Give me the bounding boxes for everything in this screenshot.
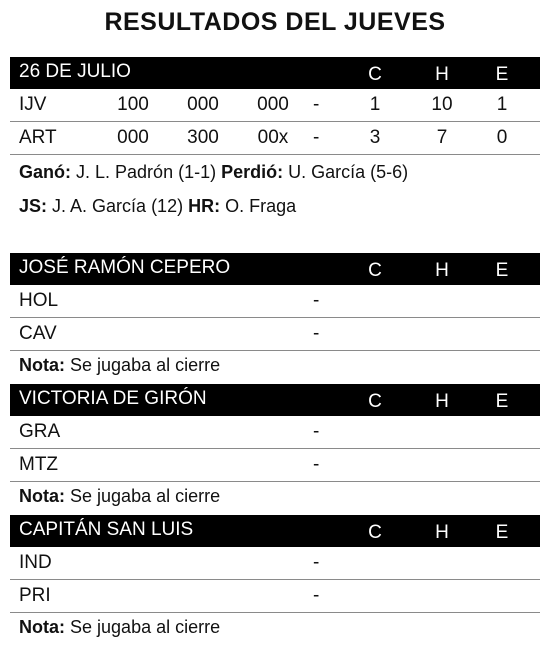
hr-hitter: O. Fraga bbox=[225, 196, 297, 216]
stadium-name: CAPITÁN SAN LUIS bbox=[19, 519, 194, 540]
table-row bbox=[10, 547, 540, 580]
separator: - bbox=[313, 421, 320, 442]
won-pitcher: J. L. Padrón (1-1) bbox=[76, 162, 217, 182]
section-header bbox=[10, 515, 540, 547]
errors-header: E bbox=[495, 522, 509, 543]
section-header bbox=[10, 253, 540, 285]
pitchers-line bbox=[10, 155, 540, 189]
team-name: CAV bbox=[19, 323, 57, 344]
innings-1-3: 100 bbox=[117, 94, 149, 115]
team-name: ART bbox=[19, 127, 57, 148]
team-name: HOL bbox=[19, 290, 59, 311]
game-jose-ramon-cepero bbox=[10, 253, 540, 379]
stadium-name: 26 DE JULIO bbox=[19, 61, 131, 82]
hits-header: H bbox=[435, 391, 449, 412]
runs-value: 3 bbox=[369, 127, 381, 148]
separator: - bbox=[313, 454, 320, 475]
hits-header: H bbox=[435, 260, 449, 281]
table-row bbox=[10, 580, 540, 613]
note-label: Nota: bbox=[19, 617, 65, 637]
note-text: Se jugaba al cierre bbox=[70, 617, 221, 637]
innings-7-9: 000 bbox=[257, 94, 289, 115]
save-label: JS: bbox=[19, 196, 48, 216]
separator: - bbox=[313, 552, 320, 573]
note-label: Nota: bbox=[19, 486, 65, 506]
runs-header: C bbox=[368, 64, 382, 85]
table-row bbox=[10, 122, 540, 155]
runs-header: C bbox=[368, 391, 382, 412]
errors-header: E bbox=[495, 64, 509, 85]
hits-value: 7 bbox=[436, 127, 448, 148]
table-row bbox=[10, 285, 540, 318]
note-label: Nota: bbox=[19, 355, 65, 375]
separator: - bbox=[313, 127, 320, 148]
game-victoria-de-giron bbox=[10, 384, 540, 510]
table-row bbox=[10, 318, 540, 351]
table-row bbox=[10, 416, 540, 449]
section-header bbox=[10, 57, 540, 89]
team-name: IND bbox=[19, 552, 52, 573]
separator: - bbox=[313, 585, 320, 606]
game-capitan-san-luis bbox=[10, 515, 540, 641]
lost-pitcher: U. García (5-6) bbox=[288, 162, 409, 182]
team-name: PRI bbox=[19, 585, 51, 606]
team-name: IJV bbox=[19, 94, 47, 115]
table-row bbox=[10, 449, 540, 482]
runs-header: C bbox=[368, 522, 382, 543]
save-hr-line bbox=[10, 189, 540, 223]
hits-header: H bbox=[435, 522, 449, 543]
lost-label: Perdió: bbox=[221, 162, 284, 182]
note-text: Se jugaba al cierre bbox=[70, 355, 221, 375]
note-line bbox=[10, 351, 540, 379]
won-label: Ganó: bbox=[19, 162, 71, 182]
errors-header: E bbox=[495, 260, 509, 281]
stadium-name: JOSÉ RAMÓN CEPERO bbox=[19, 257, 231, 278]
team-name: MTZ bbox=[19, 454, 59, 475]
runs-header: C bbox=[368, 260, 382, 281]
section-header bbox=[10, 384, 540, 416]
note-line bbox=[10, 613, 540, 641]
innings-4-6: 000 bbox=[187, 94, 219, 115]
team-name: GRA bbox=[19, 421, 61, 442]
note-line bbox=[10, 482, 540, 510]
table-row bbox=[10, 89, 540, 122]
hits-value: 10 bbox=[431, 94, 453, 115]
separator: - bbox=[313, 323, 320, 344]
separator: - bbox=[313, 290, 320, 311]
separator: - bbox=[313, 94, 320, 115]
save-pitcher: J. A. García (12) bbox=[52, 196, 184, 216]
note-text: Se jugaba al cierre bbox=[70, 486, 221, 506]
hits-header: H bbox=[435, 64, 449, 85]
innings-7-9: 00x bbox=[257, 127, 289, 148]
errors-value: 0 bbox=[496, 127, 508, 148]
runs-value: 1 bbox=[369, 94, 381, 115]
errors-header: E bbox=[495, 391, 509, 412]
stadium-name: VICTORIA DE GIRÓN bbox=[19, 388, 207, 409]
game-26-de-julio bbox=[10, 57, 540, 223]
hr-label: HR: bbox=[188, 196, 221, 216]
errors-value: 1 bbox=[496, 94, 508, 115]
innings-1-3: 000 bbox=[117, 127, 149, 148]
innings-4-6: 300 bbox=[187, 127, 219, 148]
page-title: RESULTADOS DEL JUEVES bbox=[104, 8, 446, 36]
